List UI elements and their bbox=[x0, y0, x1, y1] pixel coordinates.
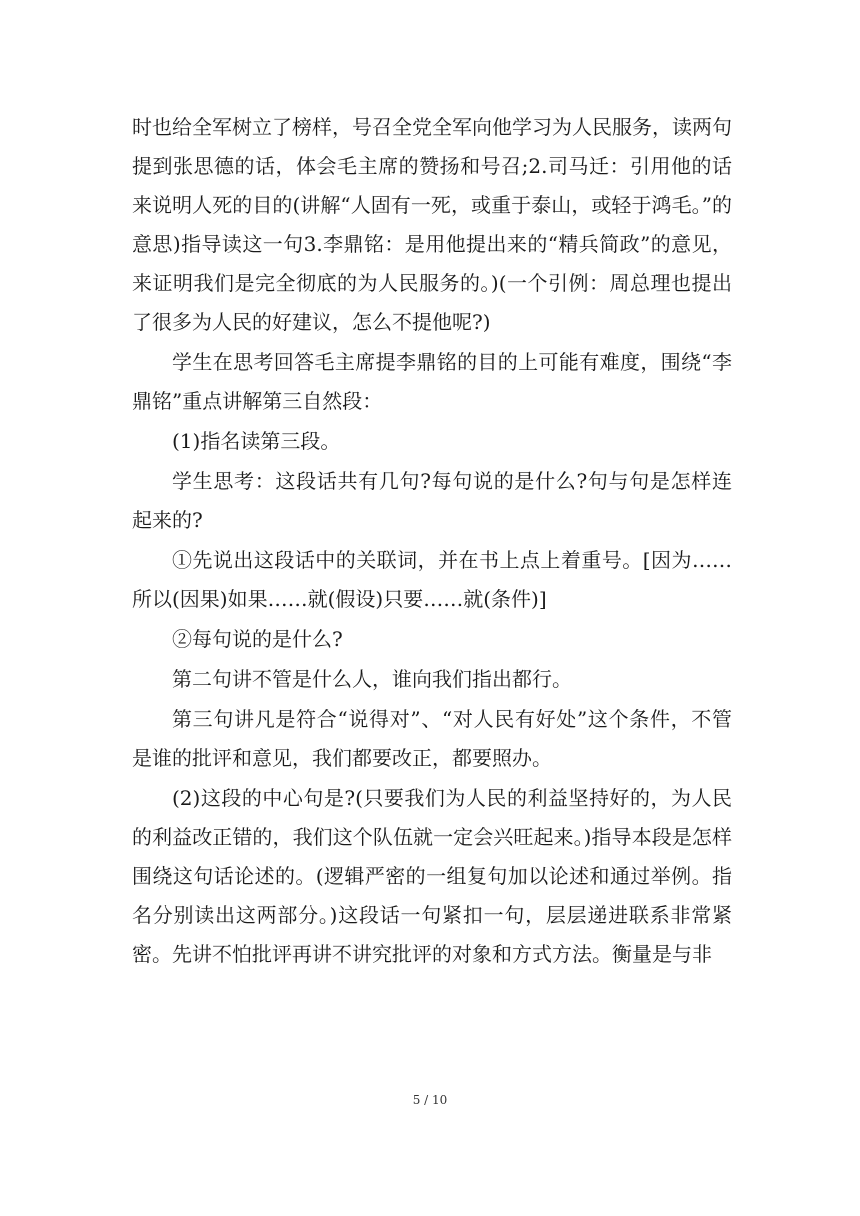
paragraph: ①先说出这段话中的关联词，并在书上点上着重号。[因为……所以(因果)如果……就(假设)只要……就(条件)] bbox=[132, 548, 732, 611]
paragraph: 第三句讲凡是符合“说得对”、“对人民有好处”这个条件，不管是谁的批评和意见，我们都要改正，都要照办。 bbox=[132, 707, 732, 770]
paragraph: (1)指名读第三段。 bbox=[172, 429, 341, 453]
page-number: 5 / 10 bbox=[412, 1093, 448, 1107]
paragraph: 时也给全军树立了榜样，号召全党全军向他学习为人民服务，读两句提到张思德的话，体会毛主席的赞扬和号召;2.司马迁：引用他的话来说明人死的目的(讲解“人固有一死，或重于泰山，或轻于鸿毛。”的意思)指导读这一句3.李鼎铭：是用他提出来的“精兵简政”的意见，来证明我们是完全彻底的为人民服务的。)(一个引例：周总理也提出了很多为人民的好建议，怎么不提他呢?) bbox=[132, 115, 732, 334]
paragraph: ②每句说的是什么? bbox=[172, 627, 343, 651]
paragraph: 第二句讲不管是什么人，谁向我们指出都行。 bbox=[172, 667, 572, 691]
paragraph: (2)这段的中心句是?(只要我们为人民的利益坚持好的，为人民的利益改正错的，我们这个队伍就一定会兴旺起来。)指导本段是怎样围绕这句话论述的。(逻辑严密的一组复句加以论述和通过举例。指名分别读出这两部分。)这段话一句紧扣一句，层层递进联系非常紧密。先讲不怕批评再讲不讲究批评的对象和方式方法。衡量是与非 bbox=[132, 786, 732, 966]
paragraph: 学生在思考回答毛主席提李鼎铭的目的上可能有难度，围绕“李鼎铭”重点讲解第三自然段： bbox=[132, 350, 732, 413]
paragraph: 学生思考：这段话共有几句?每句说的是什么?句与句是怎样连起来的? bbox=[132, 469, 732, 532]
document-body bbox=[132, 108, 732, 975]
